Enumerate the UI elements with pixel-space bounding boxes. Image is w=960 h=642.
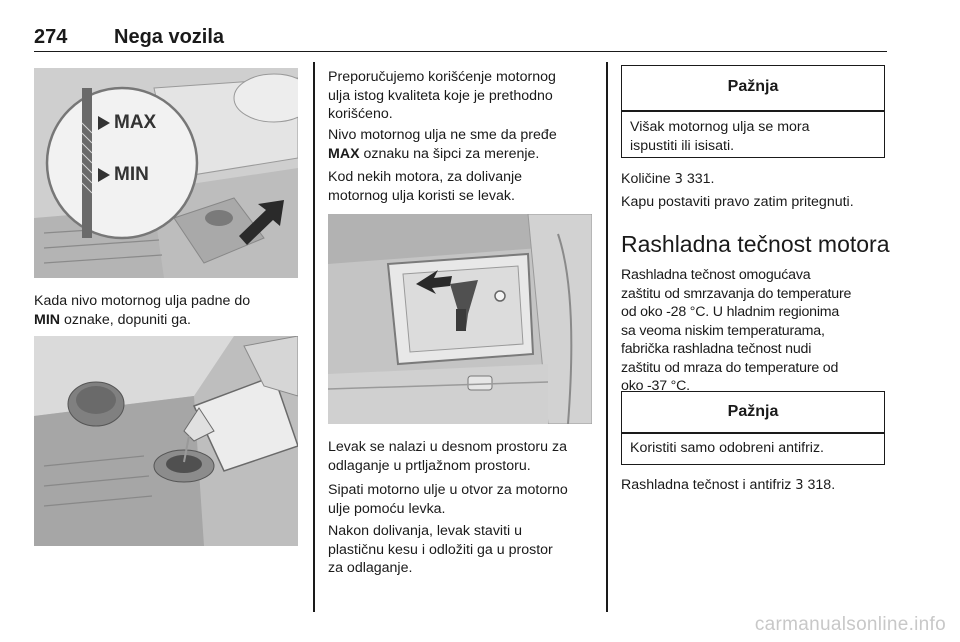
paragraph-cap-tighten: Kapu postaviti pravo zatim pritegnuti. (621, 194, 854, 210)
caution-title: Pažnja (727, 78, 779, 95)
caution-text: Višak motornog ulja se mora ispustiti ili isisati. (630, 119, 810, 154)
reference-quantities: Količine 3 331. (621, 171, 715, 187)
column-divider-right (606, 62, 608, 612)
page-number: 274 (34, 26, 68, 48)
caution-separator (622, 432, 884, 434)
paragraph-pour-oil: Sipati motorno ulje u otvor za motorno ulje pomoću levka. (328, 482, 568, 517)
page-reference-icon: 3 (795, 478, 804, 493)
caution-box-excess-oil (621, 65, 885, 158)
paragraph-funnel-location: Levak se nalazi u desnom prostoru za odlaganje u prtljažnom prostoru. (328, 439, 567, 474)
paragraph-min-level: Kada nivo motornog ulja padne do MIN oznake, dopuniti ga. (34, 293, 251, 328)
paragraph-max-level: Nivo motornog ulja ne sme da pređe MAX oznaku na šipci za merenje. (328, 127, 557, 162)
reference-coolant-antifreeze: Rashladna tečnost i antifriz 3 318. (621, 477, 836, 493)
funnel-storage-illustration (328, 214, 592, 424)
oil-bottle-icon (34, 336, 298, 546)
section-title-coolant: Rashladna tečnost motora (621, 231, 890, 257)
dipstick-icon (34, 68, 298, 278)
caution-text: Koristiti samo odobreni antifriz. (630, 440, 824, 456)
funnel-icon (328, 214, 592, 424)
page-reference-icon: 3 (674, 172, 683, 187)
min-label: MIN (114, 164, 149, 185)
chapter-title: Nega vozila (114, 26, 225, 48)
paragraph-funnel-engines: Kod nekih motora, za dolivanje motornog ulja koristi se levak. (328, 169, 523, 204)
watermark: carmanualsonline.info (754, 614, 946, 635)
paragraph-coolant-protection: Rashladna tečnost omogućava zaštitu od smrzavanja do temperature od oko -28 °C. U hladnim regionima sa veoma niskim temperaturama, fabrička rashladna tečnost nudi zaštitu od mraza do temperature od oko -37 °C. (621, 267, 852, 394)
caution-separator (622, 110, 884, 112)
paragraph-recommend-oil: Preporučujemo korišćenje motornog ulja istog kvaliteta koje je prethodno korišćeno. (328, 69, 556, 122)
caution-box-antifreeze (621, 391, 885, 465)
oil-pouring-illustration (34, 336, 298, 546)
dipstick-illustration (34, 68, 298, 278)
max-label: MAX (114, 112, 157, 133)
caution-title: Pažnja (727, 403, 779, 420)
paragraph-store-funnel: Nakon dolivanja, levak staviti u plastičnu kesu i odložiti ga u prostor za odlaganje. (328, 523, 553, 576)
column-divider-left (313, 62, 315, 612)
page-header (34, 26, 887, 52)
